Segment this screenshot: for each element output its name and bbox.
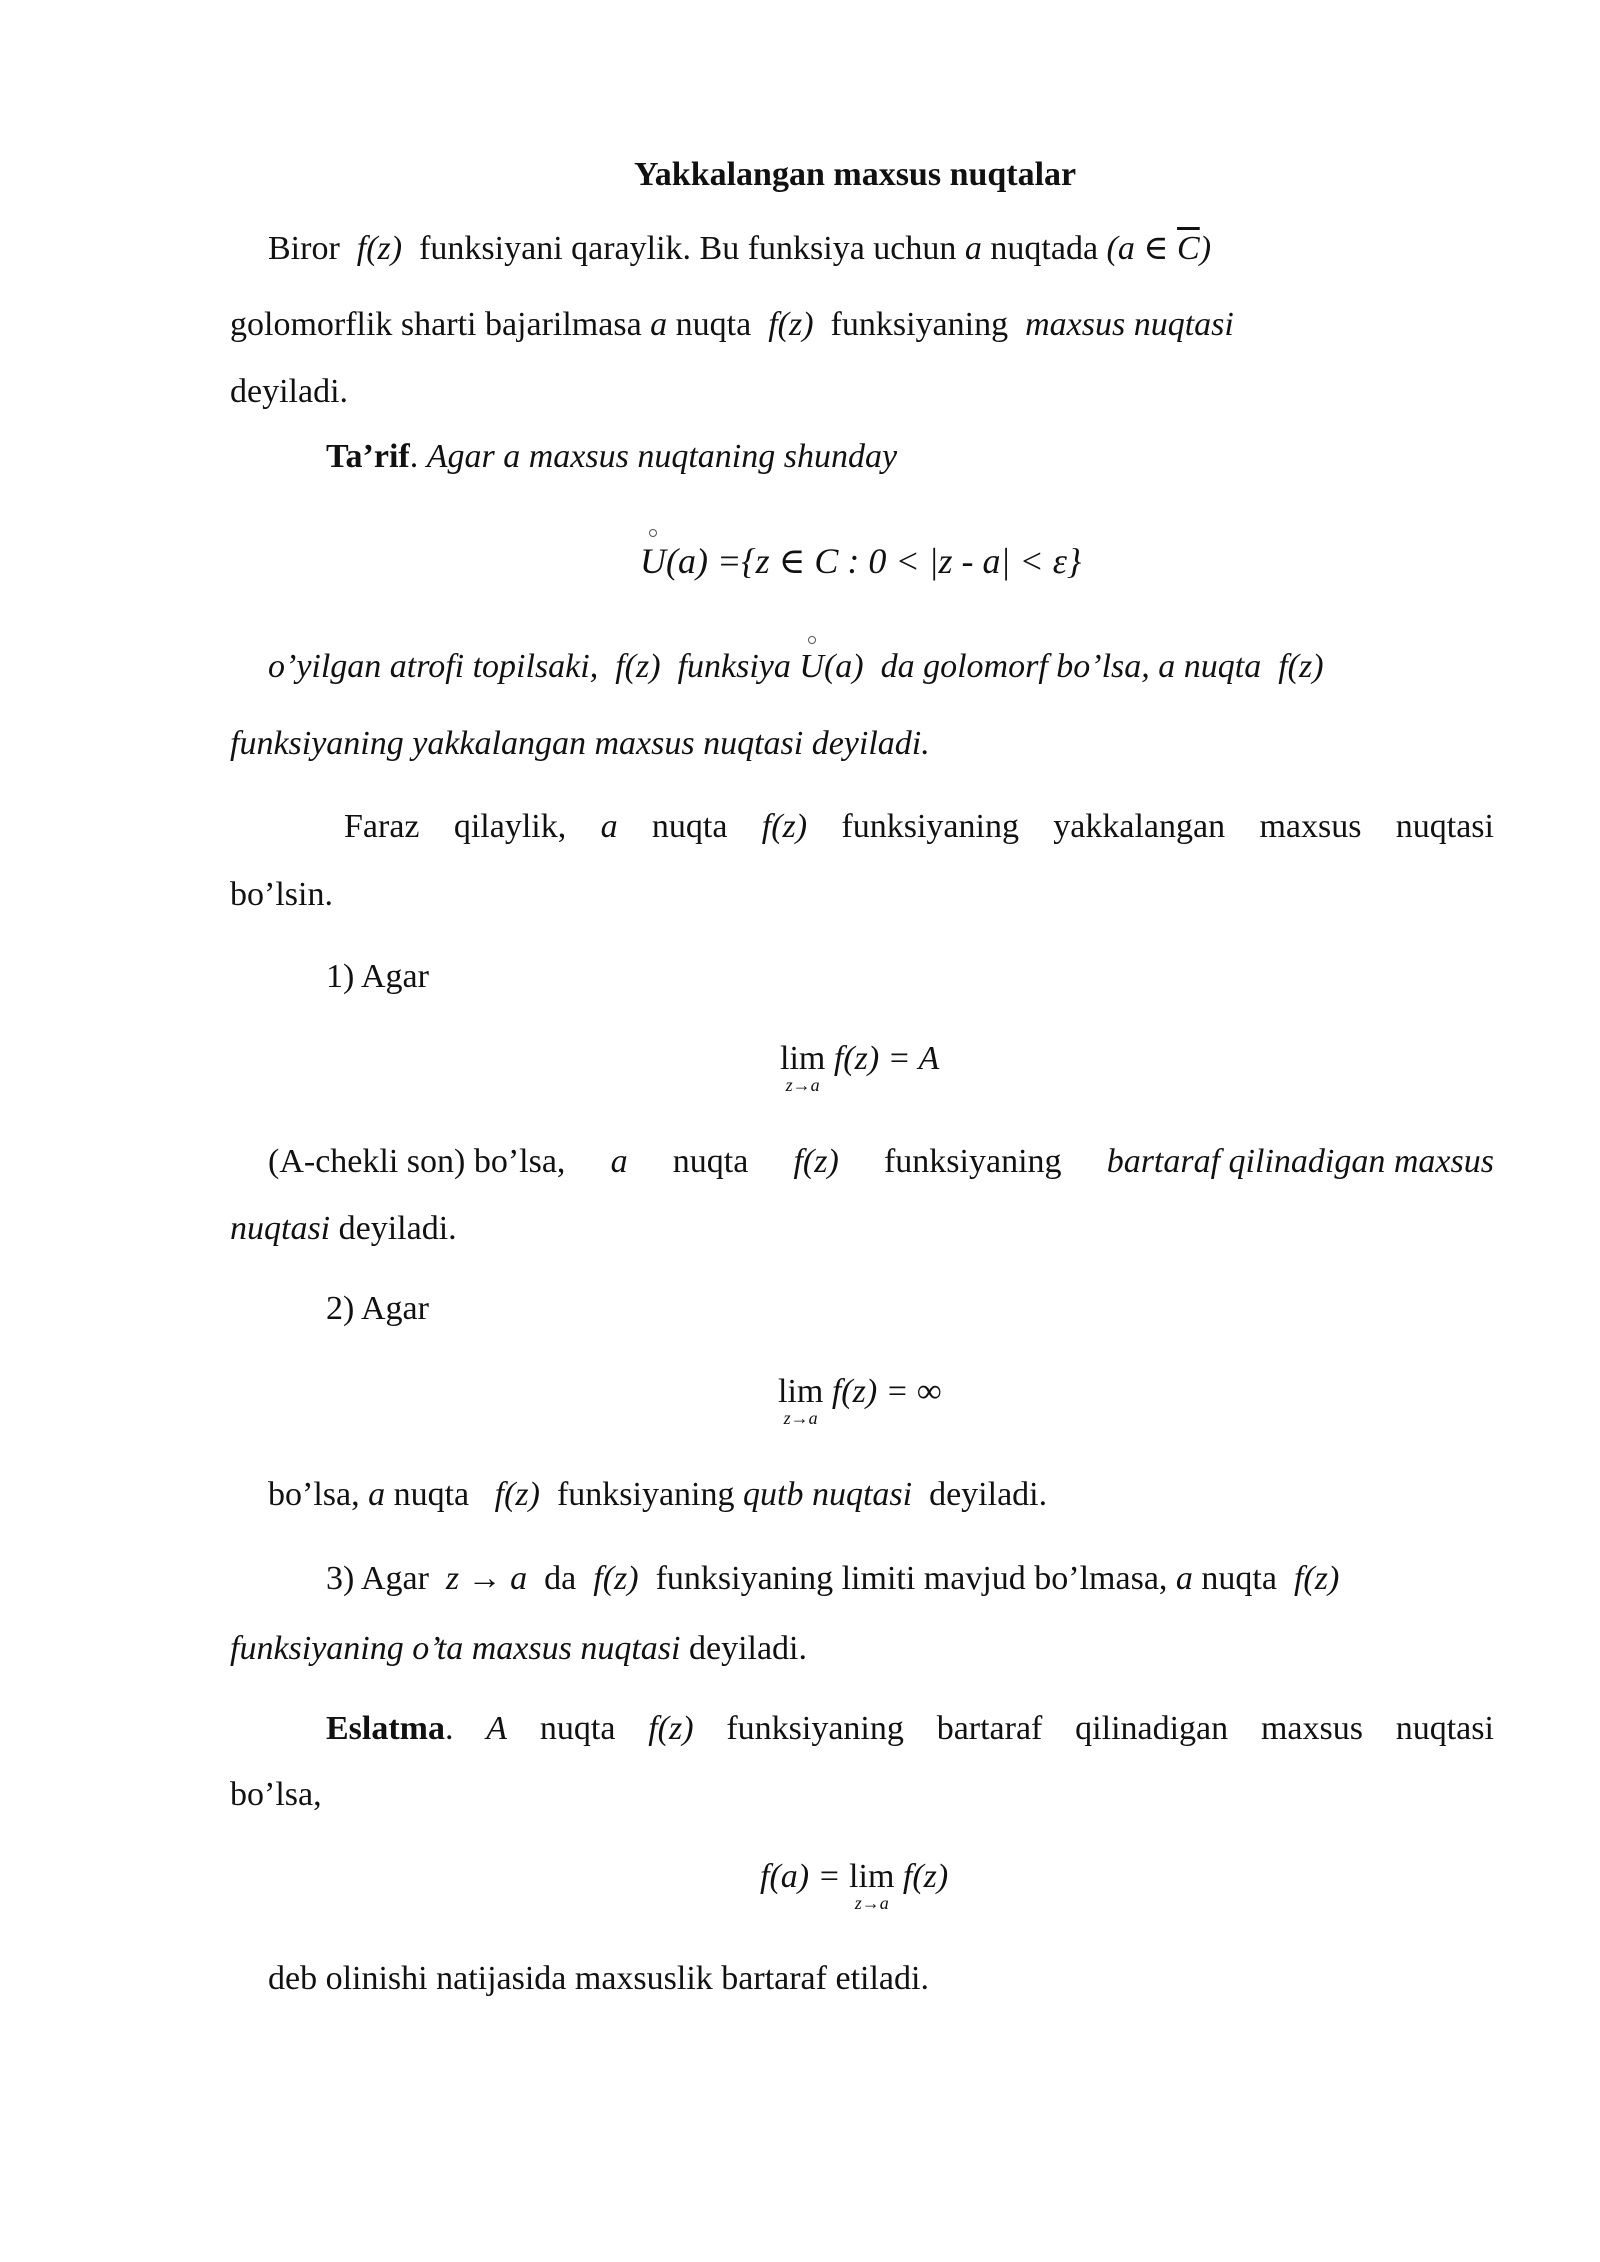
- case1-line2: [230, 1212, 457, 1246]
- math-a: a: [368, 1476, 386, 1513]
- text: funksiyaning: [841, 808, 1019, 845]
- text: nuqta: [1201, 1560, 1277, 1597]
- case3-line1: [326, 1562, 1339, 1596]
- text: funksiyaning: [830, 306, 1009, 343]
- math-fz: f(z): [615, 648, 661, 685]
- text: nuqtada: [990, 230, 1099, 267]
- para1-line2: [230, 308, 1234, 342]
- math-fz: f(z): [1278, 648, 1324, 685]
- math-a: a: [650, 306, 668, 343]
- case1-line1: [268, 1145, 1494, 1179]
- text: Biror: [268, 230, 340, 267]
- text: deyiladi.: [929, 1476, 1048, 1513]
- text: funksiyaning: [726, 1710, 904, 1747]
- case1-formula: [780, 1040, 940, 1095]
- faraz-line2: bo’lsin.: [230, 876, 333, 913]
- math-lim-subscript: z→a: [854, 1893, 889, 1913]
- text: bo’lsa,: [268, 1476, 360, 1513]
- term-nuqtasi: nuqtasi: [230, 1210, 331, 1247]
- text: .: [409, 438, 419, 475]
- math-lim-subscript: z→a: [783, 1408, 818, 1428]
- note-line1: [326, 1712, 1494, 1746]
- text: nuqta: [393, 1476, 470, 1513]
- math-fz: f(z): [648, 1710, 694, 1747]
- definition-formula: [640, 543, 1081, 579]
- case2-label: 2) Agar: [326, 1290, 429, 1327]
- math-fz: f(z): [356, 230, 403, 267]
- math-fz: f(z): [1293, 1560, 1340, 1597]
- term-bartaraf: bartaraf qilinadigan maxsus: [1106, 1143, 1494, 1180]
- para1-line1: [268, 232, 1211, 266]
- text: da: [544, 1560, 577, 1597]
- note-line2: bo’lsa,: [230, 1776, 322, 1813]
- para1-line3: deyiladi.: [230, 373, 349, 410]
- term-ota-maxsus: funksiyaning o’ta maxsus nuqtasi: [230, 1630, 681, 1667]
- math-fz: f(z): [768, 306, 814, 343]
- faraz-line1: [344, 810, 1494, 844]
- text: nuqtasi: [1395, 808, 1494, 845]
- math-a: (a): [823, 648, 864, 685]
- definition-line2: [268, 650, 1324, 684]
- note-heading-group: Eslatma.: [326, 1710, 454, 1747]
- case2-line1: [268, 1478, 1047, 1512]
- math-lim: lim z→a: [780, 1040, 826, 1095]
- text: funksiya: [677, 648, 791, 685]
- math-formula: f(z): [902, 1858, 949, 1895]
- math-formula: f(z) = A: [833, 1040, 940, 1077]
- text: maxsus: [1259, 808, 1362, 845]
- text: 3) Agar: [326, 1560, 429, 1597]
- text: funksiyaning limiti mavjud bo’lmasa,: [655, 1560, 1168, 1597]
- math-lim-subscript: z→a: [785, 1075, 820, 1095]
- definition-heading: Ta’rif: [326, 438, 410, 475]
- definition-line3: funksiyaning yakkalangan maxsus nuqtasi deyiladi.: [230, 725, 930, 762]
- term-maxsus-nuqtasi: maxsus nuqtasi: [1025, 306, 1234, 343]
- text: deyiladi.: [338, 1210, 457, 1247]
- math-a: a: [610, 1143, 628, 1180]
- math-a: a: [964, 230, 982, 267]
- text: maxsus: [1260, 1710, 1363, 1747]
- text: yakkalangan: [1053, 808, 1226, 845]
- case3-line2: [230, 1632, 807, 1666]
- math-formula: f(z) = ∞: [831, 1373, 942, 1410]
- math-fz: f(z): [761, 808, 808, 845]
- math-fz: f(z): [494, 1476, 540, 1513]
- text: funksiyaning: [556, 1476, 735, 1513]
- case1-label: 1) Agar: [326, 958, 429, 995]
- math-formula: f(a) =: [760, 1858, 841, 1895]
- text: nuqta: [539, 1710, 616, 1747]
- text: funksiyaning: [883, 1143, 1062, 1180]
- text: nuqta: [651, 808, 728, 845]
- definition-line1: [326, 440, 897, 474]
- case2-formula: [778, 1373, 942, 1428]
- text: Agar a maxsus nuqtaning shunday: [426, 438, 898, 475]
- math-formula: (a) ={z ∈ C : 0 < |z - a| < ε}: [666, 541, 1082, 581]
- text: bartaraf: [936, 1710, 1043, 1747]
- math-a: a: [600, 808, 618, 845]
- text: o’yilgan atrofi topilsaki,: [268, 648, 599, 685]
- text: nuqtasi: [1395, 1710, 1494, 1747]
- math-arrow: z → a: [445, 1560, 528, 1597]
- page-title: Yakkalangan maxsus nuqtalar: [634, 156, 1077, 193]
- text: da golomorf bo’lsa, a nuqta: [880, 648, 1262, 685]
- text: nuqta: [675, 306, 752, 343]
- math-lim: lim z→a: [778, 1373, 824, 1428]
- text: qilinadigan: [1075, 1710, 1229, 1747]
- math-fz: f(z): [793, 1143, 839, 1180]
- math-lim: lim z→a: [849, 1858, 895, 1913]
- text: qilaylik,: [453, 808, 567, 845]
- note-heading: Eslatma: [326, 1710, 445, 1747]
- note-last-line: deb olinishi natijasida maxsuslik bartaraf etiladi.: [268, 1960, 929, 1997]
- math-a: a: [1175, 1560, 1193, 1597]
- math-punctured-U: U: [799, 648, 824, 685]
- text: golomorflik sharti bajarilmasa: [230, 306, 642, 343]
- text: funksiyani qaraylik. Bu funksiya uchun: [419, 230, 957, 267]
- text: deyiladi.: [688, 1630, 808, 1667]
- math-A: A: [486, 1710, 508, 1747]
- text: Faraz: [344, 808, 420, 845]
- math-punctured-U: U: [640, 541, 666, 581]
- math-condition: (a ∈ $\overline{C}$): [1106, 230, 1212, 267]
- note-formula: [760, 1858, 949, 1913]
- text: (A-chekli son) bo’lsa,: [268, 1143, 566, 1180]
- term-qutb: qutb nuqtasi: [743, 1476, 913, 1513]
- text: nuqta: [672, 1143, 749, 1180]
- math-fz: f(z): [593, 1560, 639, 1597]
